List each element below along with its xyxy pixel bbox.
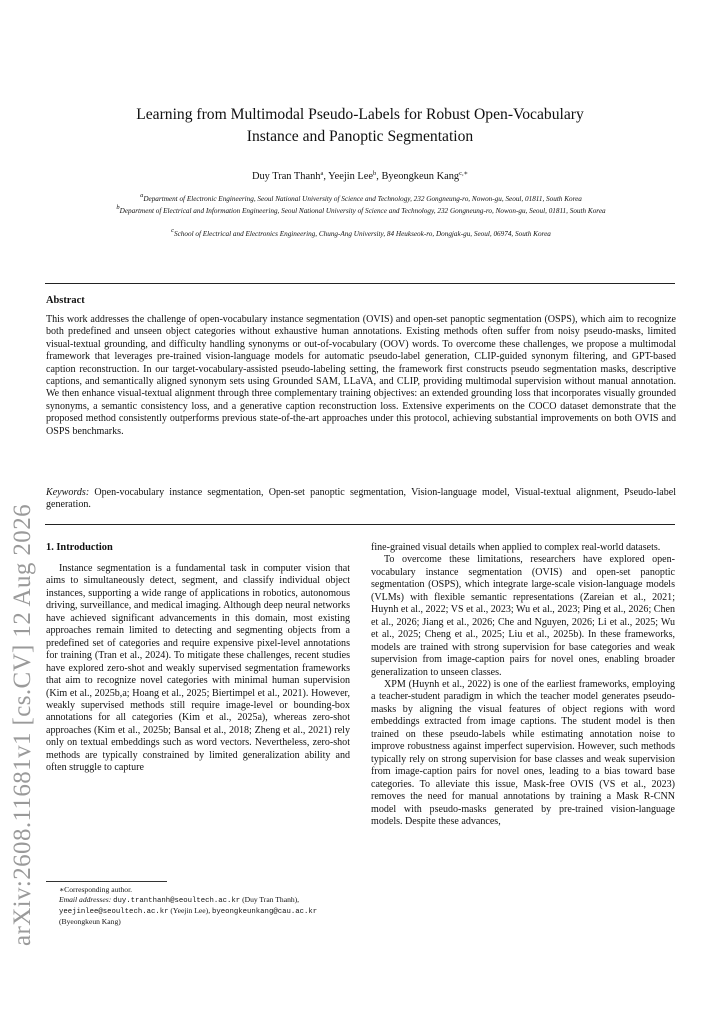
email-owner: (Byeongkeun Kang)	[59, 917, 121, 926]
title-line-1: Learning from Multimodal Pseudo-Labels for Robust Open-Vocabulary	[136, 106, 584, 123]
paragraph: Instance segmentation is a fundamental task in computer vision that aims to simultaneously detect, segment, and classify individual object instances, supporting a wide range of applications in robotics, autonomous driving, surveillance, and medical imaging. Although deep neural networks have achieved significant advancements in this domain, most existing approaches remain limited to detecting and segmenting objects from a predefined set of categories and require expensive pixel-level annotations for training (Tran et al., 2024). To mitigate these challenges, recent studies have explored zero-shot and weakly supervised segmentation frameworks that aim to recognize novel categories with minimal human supervision (Kim et al., 2025b,a; Hoang et al., 2025; Biertimpel et al., 2021). However, weakly supervised methods still require image-level or bounding-box annotations for all categories (Kim et al., 2025a), whereas zero-shot approaches (Kim et al., 2025b; Bansal et al., 2018; Zheng et al., 2021) rely only on textual embeddings such as word vectors. Nevertheless, zero-shot methods are typically constrained by limited generalization ability and often struggle to capture	[46, 563, 350, 774]
arxiv-stamp: arXiv:2608.11681v1 [cs.CV] 12 Aug 2026	[9, 503, 36, 947]
email-link[interactable]: byeongkeunkang@cau.ac.kr	[212, 908, 318, 916]
abstract-bottom-rule	[45, 524, 675, 525]
section-heading: 1. Introduction	[46, 542, 113, 553]
affiliation-a	[44, 192, 678, 205]
left-column	[46, 563, 350, 775]
corresponding-author-note: ∗Corresponding author.	[59, 885, 133, 894]
author-name: Byeongkeun Kang	[381, 171, 460, 182]
affiliation-text: Department of Electronic Engineering, Seoul National University of Science and Technology, 232 Gongneung-ro, Nowon-gu, Seoul, 01811, South Korea	[143, 195, 582, 203]
email-owner: (Yeejin Lee),	[170, 906, 211, 915]
abstract-top-rule	[45, 283, 675, 284]
footnote-rule	[46, 881, 167, 882]
email-link[interactable]: duy.tranthanh@seoultech.ac.kr	[113, 897, 241, 905]
paragraph: fine-grained visual details when applied to complex real-world datasets.	[371, 542, 661, 553]
author-affiliation-mark: b	[373, 170, 377, 177]
affiliation-text: Department of Electrical and Information Engineering, Seoul National University of Science and Technology, 232 Gongneung-ro, Nowon-gu, Seoul, 01811, South Korea	[119, 207, 606, 215]
email-link[interactable]: yeejinlee@seoultech.ac.kr	[59, 908, 169, 916]
affiliation-b	[44, 204, 678, 217]
footnote	[46, 885, 346, 927]
keywords-label: Keywords:	[46, 487, 90, 498]
title-line-2: Instance and Panoptic Segmentation	[246, 128, 474, 145]
paragraph: XPM (Huynh et al., 2022) is one of the earliest frameworks, employing a teacher-student paradigm in which the teacher model generates pseudo-masks by aligning the visual features of object regions with word embeddings extracted from image captions. The student model is then trained on these pseudo-labels while estimating annotation noise to improve robustness against imperfect supervision. However, such methods typically rely on strong supervision for base classes and weak supervision from image-caption pairs for novel ones, leading to a bias toward base categories. To alleviate this issue, Mask-free OVIS (VS et al., 2023) removes the need for manual annotations by training a Mask R-CNN model with pseudo-masks generated by pre-trained vision-language models. Despite these advances,	[371, 678, 675, 827]
author-name: Yeejin Lee	[328, 171, 373, 182]
email-owner: (Duy Tran Thanh),	[242, 895, 300, 904]
affiliation-mark: c	[171, 227, 174, 234]
keywords	[46, 487, 676, 512]
email-label: Email addresses:	[59, 895, 112, 904]
right-column	[371, 542, 675, 828]
paper-title	[60, 104, 660, 148]
affiliation-mark: a	[140, 192, 144, 199]
abstract-heading: Abstract	[46, 295, 85, 306]
author-affiliation-mark: a	[320, 170, 324, 177]
keywords-text: Open-vocabulary instance segmentation, Open-set panoptic segmentation, Vision-language model, Visual-textual alignment, Pseudo-label generation.	[46, 487, 676, 511]
paragraph: To overcome these limitations, researchers have explored open-vocabulary instance segmentation (OVIS) and open-set panoptic segmentation (OSPS), which integrate large-scale vision-language models (VLMs) with flexible semantic representations (Zareian et al., 2021; Huynh et al., 2022; VS et al., 2023; Wu et al., 2023; Ping et al., 2026; Chen et al., 2026; Jiang et al., 2026; Che and Nguyen, 2026; Li et al., 2025; Wu et al., 2025; Cheng et al., 2025; Liu et al., 2025b). In these frameworks, models are trained with strong supervision for base categories and weak supervision from image-caption pairs for novel ones, enabling broader generalization to unseen classes.	[371, 554, 675, 678]
author-name: Duy Tran Thanh	[251, 171, 321, 182]
affiliation-mark: b	[116, 204, 120, 211]
author-list: Duy Tran Thanh$^a$, Yeejin Lee$^b$, Byeongkeun Kang$^{c,∗}$	[251, 170, 469, 182]
author-affiliation-mark: c,∗	[459, 170, 469, 177]
affiliation-text: School of Electrical and Electronics Engineering, Chung-Ang University, 84 Heukseok-ro, Dongjak-gu, Seoul, 06974, South Korea	[174, 230, 551, 238]
abstract-text: This work addresses the challenge of open-vocabulary instance segmentation (OVIS) and open-set panoptic segmentation (OSPS), which aim to recognize both predefined and unseen object categories without exhaustive human annotations. Existing methods often suffer from noisy pseudo-masks, limited visual-textual grounding, and difficulty handling synonyms or out-of-vocabulary (OOV) words. To overcome these challenges, we propose a multimodal framework that leverages pre-trained vision-language models for automatic pseudo-label generation, CLIP-guided synonym filtering, and GPT-based caption reconstruction. In our target-vocabulary-assisted pseudo-labeling setting, the framework first constructs pseudo segmentation masks, descriptive captions, and semantically aligned synonym sets using Grounded SAM, LLaVA, and CLIP, providing multimodal supervision without manual annotation. We then enhance visual-textual alignment through three complementary training objectives: an extended grounding loss that incorporates visually grounded synonyms, a semantic consistency loss, and a generative caption reconstruction loss. Extensive experiments on the COCO dataset demonstrate that the proposed method consistently outperforms previous state-of-the-art approaches under this protocol, achieving substantial improvements on both OVIS and OSPS benchmarks.	[46, 314, 676, 437]
affiliation-c	[44, 227, 678, 240]
email-line	[46, 895, 346, 927]
